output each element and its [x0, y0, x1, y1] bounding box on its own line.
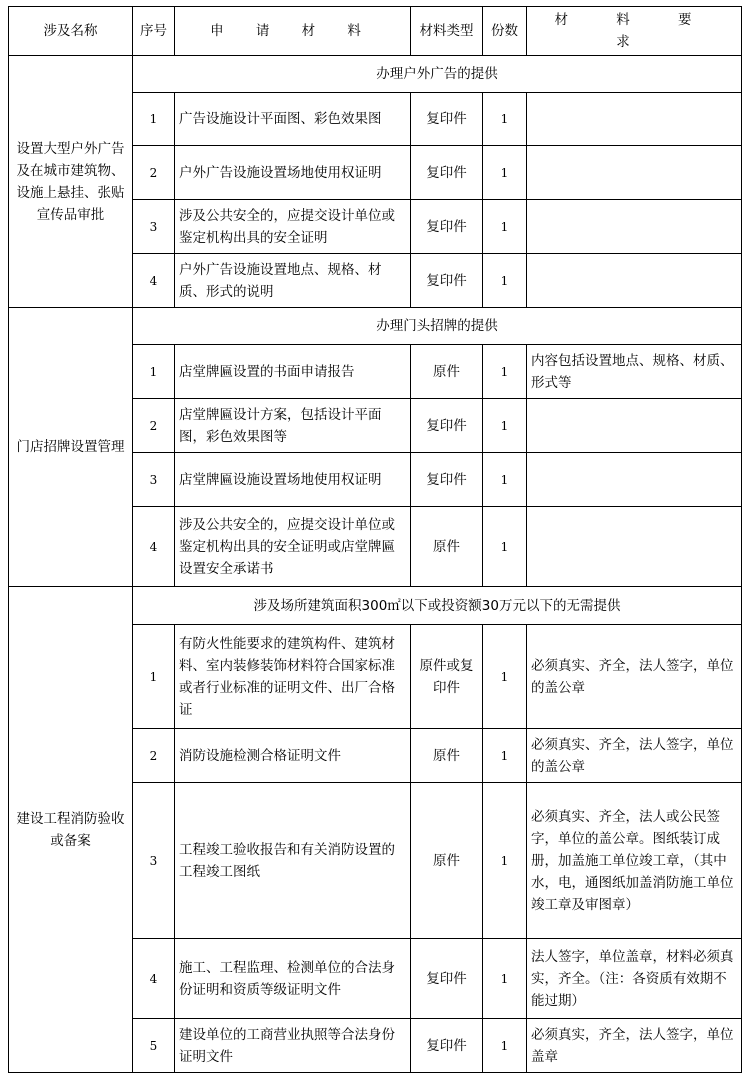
row-copies: 1	[483, 625, 527, 729]
section-subheader: 办理门头招牌的提供	[133, 308, 742, 345]
row-requirements	[527, 93, 742, 146]
row-requirements	[527, 146, 742, 200]
row-no: 2	[133, 399, 175, 453]
row-type: 复印件	[411, 93, 483, 146]
row-type: 原件	[411, 783, 483, 939]
section-name: 设置大型户外广告及在城市建筑物、设施上悬挂、张贴宣传品审批	[9, 56, 133, 308]
row-type: 复印件	[411, 1019, 483, 1073]
row-copies: 1	[483, 93, 527, 146]
row-requirements: 法人签字，单位盖章，材料必须真实，齐全。（注：各资质有效期不能过期）	[527, 939, 742, 1019]
row-no: 3	[133, 783, 175, 939]
row-no: 1	[133, 93, 175, 146]
row-requirements	[527, 200, 742, 254]
row-no: 2	[133, 146, 175, 200]
row-material: 工程竣工验收报告和有关消防设置的工程竣工图纸	[175, 783, 411, 939]
row-material: 店堂牌匾设施设置场地使用权证明	[175, 453, 411, 507]
header-name: 涉及名称	[9, 7, 133, 56]
row-no: 2	[133, 729, 175, 783]
row-type: 复印件	[411, 939, 483, 1019]
table-header-row	[9, 7, 742, 56]
row-no: 3	[133, 200, 175, 254]
row-requirements: 必须真实，齐全，法人签字，单位盖章	[527, 1019, 742, 1073]
section-subheader-row	[9, 587, 742, 625]
row-requirements	[527, 399, 742, 453]
row-copies: 1	[483, 1019, 527, 1073]
row-copies: 1	[483, 399, 527, 453]
section-subheader-row	[9, 308, 742, 345]
materials-table	[8, 6, 742, 1073]
row-requirements	[527, 507, 742, 587]
row-requirements: 必须真实、齐全，法人签字，单位的盖公章	[527, 729, 742, 783]
row-copies: 1	[483, 729, 527, 783]
row-material: 消防设施检测合格证明文件	[175, 729, 411, 783]
row-copies: 1	[483, 939, 527, 1019]
row-copies: 1	[483, 453, 527, 507]
section-name: 建设工程消防验收或备案	[9, 587, 133, 1073]
row-type: 复印件	[411, 254, 483, 308]
row-requirements: 内容包括设置地点、规格、材质、形式等	[527, 345, 742, 399]
header-requirements: 材 料 要 求	[527, 7, 742, 56]
header-type: 材料类型	[411, 7, 483, 56]
header-no: 序号	[133, 7, 175, 56]
section-subheader-row	[9, 56, 742, 93]
row-no: 4	[133, 939, 175, 1019]
row-no: 1	[133, 625, 175, 729]
row-material: 店堂牌匾设置的书面申请报告	[175, 345, 411, 399]
row-type: 原件或复印件	[411, 625, 483, 729]
row-no: 4	[133, 254, 175, 308]
row-requirements	[527, 254, 742, 308]
row-material: 广告设施设计平面图、彩色效果图	[175, 93, 411, 146]
row-copies: 1	[483, 783, 527, 939]
row-material: 建设单位的工商营业执照等合法身份证明文件	[175, 1019, 411, 1073]
section-subheader: 涉及场所建筑面积300㎡以下或投资额30万元以下的无需提供	[133, 587, 742, 625]
row-copies: 1	[483, 146, 527, 200]
row-requirements: 必须真实、齐全，法人或公民签字，单位的盖公章。图纸装订成册，加盖施工单位竣工章，（其中水，电，通图纸加盖消防施工单位竣工章及审图章）	[527, 783, 742, 939]
row-copies: 1	[483, 345, 527, 399]
row-type: 复印件	[411, 200, 483, 254]
row-type: 原件	[411, 507, 483, 587]
row-material: 施工、工程监理、检测单位的合法身份证明和资质等级证明文件	[175, 939, 411, 1019]
row-material: 涉及公共安全的，应提交设计单位或鉴定机构出具的安全证明	[175, 200, 411, 254]
row-material: 有防火性能要求的建筑构件、建筑材料、室内装修装饰材料符合国家标准或者行业标准的证明文件、出厂合格证	[175, 625, 411, 729]
section-name: 门店招牌设置管理	[9, 308, 133, 587]
row-requirements: 必须真实、齐全，法人签字，单位的盖公章	[527, 625, 742, 729]
row-type: 复印件	[411, 453, 483, 507]
row-type: 原件	[411, 345, 483, 399]
row-requirements	[527, 453, 742, 507]
row-material: 户外广告设施设置地点、规格、材质、形式的说明	[175, 254, 411, 308]
row-no: 5	[133, 1019, 175, 1073]
row-copies: 1	[483, 507, 527, 587]
row-type: 复印件	[411, 399, 483, 453]
section-subheader: 办理户外广告的提供	[133, 56, 742, 93]
row-type: 原件	[411, 729, 483, 783]
header-material: 申 请 材 料	[175, 7, 411, 56]
row-no: 3	[133, 453, 175, 507]
row-no: 1	[133, 345, 175, 399]
row-material: 户外广告设施设置场地使用权证明	[175, 146, 411, 200]
header-copies: 份数	[483, 7, 527, 56]
row-type: 复印件	[411, 146, 483, 200]
row-copies: 1	[483, 200, 527, 254]
row-material: 店堂牌匾设计方案，包括设计平面图，彩色效果图等	[175, 399, 411, 453]
row-no: 4	[133, 507, 175, 587]
row-material: 涉及公共安全的，应提交设计单位或鉴定机构出具的安全证明或店堂牌匾设置安全承诺书	[175, 507, 411, 587]
row-copies: 1	[483, 254, 527, 308]
